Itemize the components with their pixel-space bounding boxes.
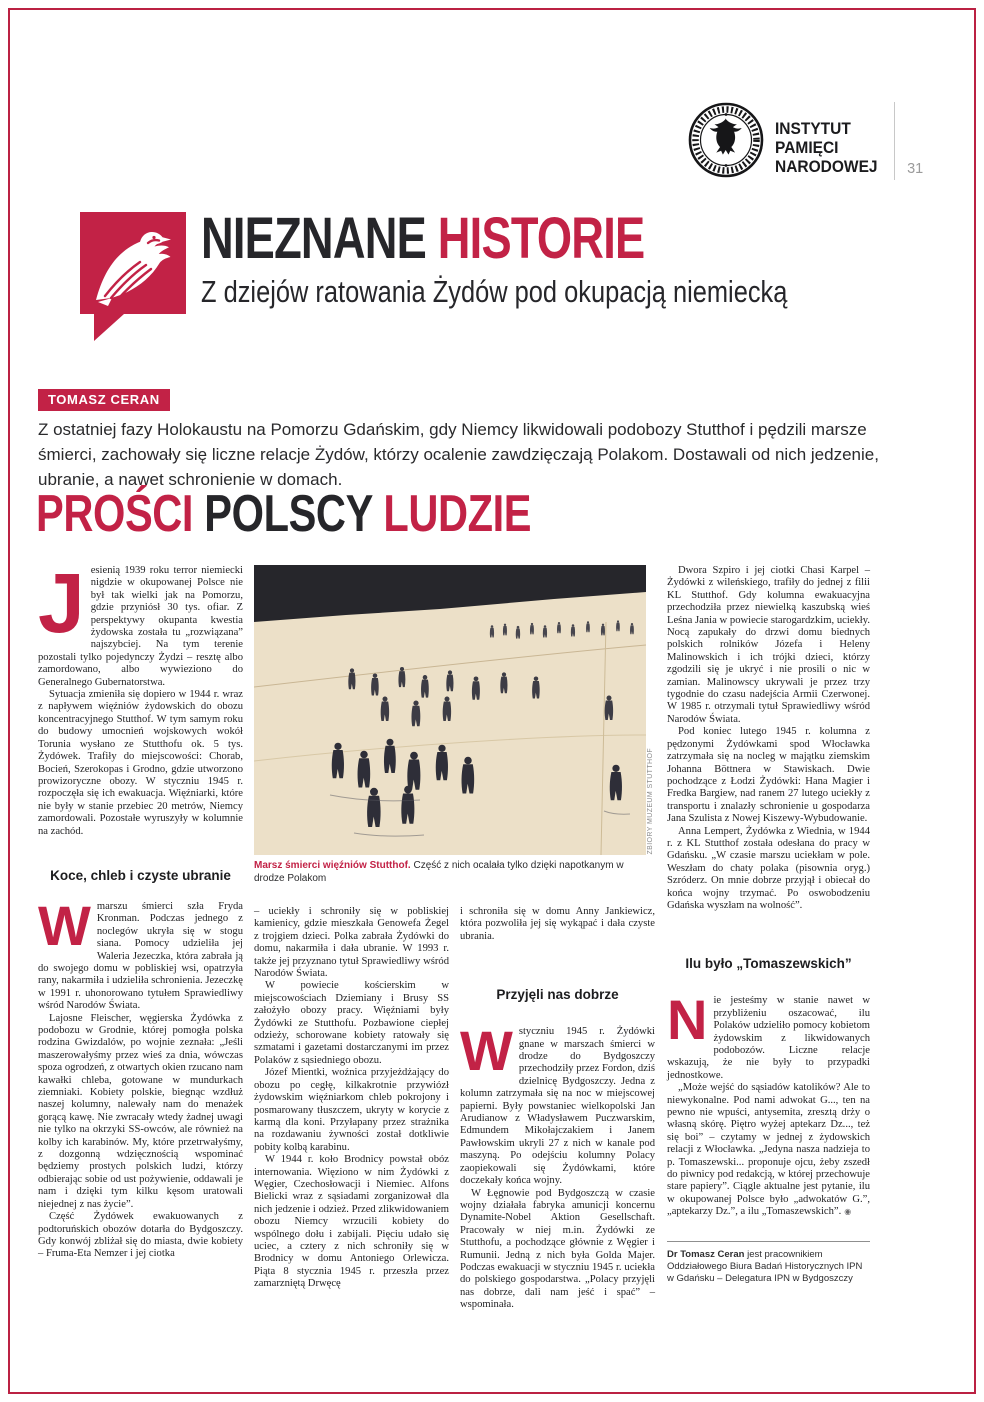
paragraph: Dwora Szpiro i jej ciotki Chasi Karpel – Żydówki z wileńskiego, trafiły do jednej z filii KL Stutthof. Gdy kolumna ewakuacyjna przechodziła przez niewielką kaszubską wieś Leśna Jania w powiecie starogardzkim, uciekły. Nocą zapukały do drzwi domu biednych polskich rolników Józefa i Heleny Malinowskich i ich trójki dzieci, którzy zgodzili się je ukryć i nie prosili o nic w zamian. Malinowscy ukrywali je przez trzy tygodnie do czasu nadejścia Armii Czerwonej. W 1985 r. otrzymali tytuł Sprawiedliwy wśród Narodów Świata.: [667, 565, 870, 725]
author-footnote-block: [667, 1241, 870, 1285]
paragraph-text: marszu śmierci szła Fryda Kronman. Podczas jednego z noclegów ukryła się w stogu siana. Pomocy udzieliła jej Waleria Jezeczka, która zabrała ją do swojego domu w pobliskiej wsi, opatrzyła rany, nakarmiła i udzieliła schronienia. Jezeczkę w 1991 r. uhonorowano tytułem Sprawiedliwy wśród Narodów Świata.: [38, 900, 243, 1012]
middle-section: [254, 565, 655, 1312]
series-title-red: HISTORIE: [437, 206, 645, 271]
illustration-row: [254, 565, 655, 855]
paragraph: – uciekły i schroniły się w pobliskiej kamienicy, gdzie mieszkała Genowefa Żegel z trojgiem dzieci. Polka zabrała Żydówki do domu, nakarmiła i dała ubranie. W 1993 r. także jej przyznano tytuł Sprawiedliwy wśród Narodów Świata.: [254, 906, 449, 980]
section-subhead: Przyjęli nas dobrze: [496, 987, 619, 1003]
footnote-text: jest pracownikiem Oddziałowego Biura Badań Historycznych IPN w Gdańsku – Delegatura IPN w Bydgoszczy: [667, 1248, 863, 1284]
headline-word: LUDZIE: [383, 485, 532, 543]
headline-word: POLSCY: [193, 485, 384, 543]
page-number: 31: [907, 161, 924, 177]
paragraph: W powiecie kościerskim w miejscowościach Dziemiany i Brusy SS założyło obozy pracy. Więźniami były Żydówki ze Stutthofu. Pozbawione ciepłej odzieży, schorowane kobiety ratowały się szmatami i gazetami dostarczanymi im przez Polaków z sąsiedniego obozu.: [254, 980, 449, 1066]
paragraph: [667, 988, 870, 1082]
article-body: [38, 556, 870, 1312]
headline-word: PROŚCI: [36, 485, 194, 543]
series-header: [78, 206, 916, 342]
org-line: NARODOWEJ: [775, 158, 878, 176]
subtitle-part: pod okupacją niemiecką: [507, 274, 788, 309]
paragraph-text: styczniu 1945 r. Żydówki gnane w marszach śmierci w drodze do Bydgoszczy przechodziły przez Fordon, dziś dzielnicę Bydgoszczy. Jedna z kolumn zatrzymała się na noc w miejscowej papierni. Były powstaniec wielkopolski Jan Arudianow z Władysławem Puczwarskim, Edmundem Mikołajczakiem i Janem Pawłowskim ukryli 27 z nich w kanale pod maszyną. Po odejściu kolumny Polacy zaopiekowali się Żydówkami, które doczekały końca wojny.: [460, 1026, 655, 1187]
paragraph: Anna Lempert, Żydówka z Wiednia, w 1944 r. z KL Stutthof została odesłana do pracy w Gdańsku. „W czasie marszu uciekłam w pole. Weszłam do chaty polaka (pisownia oryg.) Szróderz. On mnie dobrze przyjął i obiecał do końca wojny trzymać. Po oswobodzeniu Gdańska wyszłam na wolność”.: [667, 825, 870, 911]
masthead: [688, 100, 923, 180]
end-of-article-mark: ◉: [844, 1207, 852, 1217]
paragraph: Józef Mientki, woźnica przyjeżdżający do obozu po cegłę, kilkakrotnie przywiózł żydowskim więźniarkom chleb pokrojony i posmarowany tłuszczem, ukryty w korycie z karmą dla koni. Przyłapany przez strażnika na rozdawaniu żywności został dotkliwie pobity kolbą karabinu.: [254, 1067, 449, 1153]
series-title: [201, 206, 759, 271]
column-4: [667, 565, 870, 1312]
article-illustration: [254, 565, 646, 855]
series-title-dark: NIEZNANE: [201, 206, 438, 271]
drop-cap: W: [460, 1019, 513, 1083]
section-subhead: Koce, chleb i czyste ubranie: [50, 867, 231, 883]
column-3: [460, 906, 655, 1312]
author-footnote: [667, 1249, 870, 1285]
article-headline: [36, 487, 531, 541]
footnote-author: Dr Tomasz Ceran: [667, 1248, 745, 1260]
paragraph-text: „Może wejść do sąsiadów katolików? Ale to niewykonalne. Pod nami adwokat G..., ten na pewno nie wpuści, antysemita, zresztą drży o własną skórę. Piętro wyżej aptekarz Dz..., też się boi” – czytamy w jednej z żydowskich relacji z Włocławka. „Jedyna nasza nadzieja to p. Tomaszewski... proponuje ojcu, żeby zszedł do piwnicy pod redakcją, w której przechowuje stare papiery”. Ciągle aktualne jest pytanie, ilu w okupowanej Polsce było „adwokatów G.”, „aptekarzy Dz.”, a ilu „Tomaszewskich”.: [667, 1082, 870, 1218]
paragraph: Część Żydówek ewakuowanych z podtoruńskich obozów dotarła do Bydgoszczy. Gdy konwój zbliżał się do miasta, dwie kobiety – Fruma-Eta Nemzer i jej ciotka: [38, 1211, 243, 1260]
org-name: [775, 120, 878, 180]
subtitle-part: Z dziejów: [201, 274, 316, 309]
paragraph-text: ie jesteśmy w stanie nawet w przybliżeniu oszacować, ilu Polaków udzieliło pomocy kobietom żydowskim z likwidowanych podobozów. Liczne relacje wskazują, że nie były to przypadki jednostkowe.: [667, 995, 870, 1081]
paragraph: [38, 556, 243, 689]
paragraph: [667, 1082, 870, 1218]
subtitle-part-red: ratowania Żydów: [315, 274, 508, 309]
series-subtitle: [201, 274, 787, 310]
paragraph-text: esienią 1939 roku terror niemiecki nigdzie w okupowanej Polsce nie był tak wielki jak na Pomorzu, gdzie przyniósł 30 tys. ofiar. Z perspektywy okupanta kwestia żydowska została tu „rozwiązana” najszybciej. Na tym terenie pozostali tylko pojedynczy Żydzi – resztę albo zamordowano, albo wywieziono do Generalnego Gubernatorstwa.: [38, 565, 243, 688]
eagle-badge-icon: [78, 210, 188, 342]
lead-paragraph: Z ostatniej fazy Holokaustu na Pomorzu Gdańskim, gdy Niemcy likwidowali podobozy Stutthof i pędzili marsze śmierci, zachowały się liczne relacje Żydów, którzy ocalenie zawdzięczają Polakom. Dostawali od nich jedzenie, ubranie, a nawet schronienie w domach.: [38, 420, 879, 489]
drop-cap: N: [667, 988, 708, 1052]
section-subhead: Ilu było „Tomaszewskich”: [685, 956, 852, 972]
paragraph: Sytuacja zmieniła się dopiero w 1944 r. wraz z napływem więźniów żydowskich do obozu koncentracyjnego Stutthof. W tym samym roku do budowy umocnień wojskowych wokół Torunia wysłano ze Stutthofu ok. 5 tys. Żydówek. Trafiły do miejscowości: Chorab, Bocień, Szerokopas i Grodno, gdzie utworzono prowizoryczne obozy. W styczniu 1945 r. rozpoczęła się ich ewakuacja. Więźniarki, które nie były w stanie przebiec 20 metrów, Niemcy zamordowali. Pozostałe wyruszyły w kolumnie na zachód.: [38, 689, 243, 837]
caption-lead-in: Marsz śmierci więźniów Stutthof.: [254, 860, 411, 871]
paragraph: W Łęgnowie pod Bydgoszczą w czasie wojny działała fabryka amunicji koncernu Dynamite-Nobel Aktion Gesellschaft. Pracowały w niej m.in. Żydówki ze Stutthofu, a pochodzące głównie z Węgier i Rumunii. Jedną z nich była Golda Majer. Podczas ewakuacji w styczniu 1945 r. uciekła do polskiego gospodarstwa. „Polacy przyjęli nas dobrze, dali nam jeść i spać” – wspominała.: [460, 1187, 655, 1311]
ipn-seal-icon: [688, 102, 764, 178]
author-tag: TOMASZ CERAN: [38, 389, 170, 411]
paragraph: [460, 1019, 655, 1187]
paragraph: i schroniła się w domu Anny Jankiewicz, która pozwoliła jej się wykąpać i dała czyste ubrania.: [460, 906, 655, 942]
photo-credit: ZBIORY MUZEUM STUTTHOF: [647, 748, 654, 855]
drop-cap: J: [38, 556, 85, 650]
photo-caption: [254, 860, 655, 885]
paragraph: Lajosne Fleischer, węgierska Żydówka z podobozu w Grodnie, której pomogła polska rodzina Gwizdalów, po wojnie zeznała: „Jeśli maszerowałyśmy przez wieś za dnia, wówczas spoza ogrodzeń, z otwartych okien rzucano nam kawałki chleba, gotowane w mundurkach ziemniaki. Kobiety polskie, biegnąc wzdłuż naszej kolumny, nalewały nam do menażek gorącą kawę. Nie zwracały wtedy żadnej uwagi nie tylko na okrzyki SS-owców, ale również na kolby ich karabinów. My, które przetrwałyśmy, z dozgonną wdzięcznością wspominać będziemy prostych polskich ludzi, którzy odbierając sobie od ust pożywienie, oddawali je nam i dzięki tym kilku kęsom uratowali niejednej z nas życie”.: [38, 1012, 243, 1210]
org-line: INSTYTUT: [775, 120, 851, 138]
masthead-divider: [894, 102, 895, 180]
org-line: PAMIĘCI: [775, 139, 839, 157]
column-1: [38, 556, 243, 1312]
paragraph: [38, 893, 243, 1013]
paragraph: Pod koniec lutego 1945 r. kolumna z pędzonymi Żydówkami spod Włocławka zatrzymała się na nocleg w majątku ziemskim Johanna Böttnera w Stawiskach. Dwie pochodzące z Łodzi Żydówki: Hana Magier i Fredka Bargiew, nad ranem 27 lutego uciekły z transportu i znalazły schronienie u gospodarza Jana Szulista z Nowej Kiszewy-Wybudowanie.: [667, 726, 870, 825]
inner-columns: [254, 906, 655, 1312]
series-titles: [201, 206, 916, 342]
caption-text: Część z nich ocalała tylko dzięki napotkanym w drodze Polakom: [254, 860, 624, 884]
drop-cap: W: [38, 893, 91, 957]
column-2: [254, 906, 449, 1312]
paragraph: W 1944 r. koło Brodnicy powstał obóz internowania. Więziono w nim Żydówki z Węgier, Czechosłowacji i Niemiec. Alfons Bielicki wraz z sąsiadami zorganizował dla nich jedzenie i odzież. Przed zlikwidowaniem obozu Niemcy wrzucili kobiety do wspólnego dołu i zabijali. Pięciu udało się uciec, a cztery z nich schroniły się w Brodnicy w domu Antoniego Orlewicza. Piąta 8 stycznia 1945 r. przeszła przez zamarzniętą Drwęcę: [254, 1154, 449, 1290]
